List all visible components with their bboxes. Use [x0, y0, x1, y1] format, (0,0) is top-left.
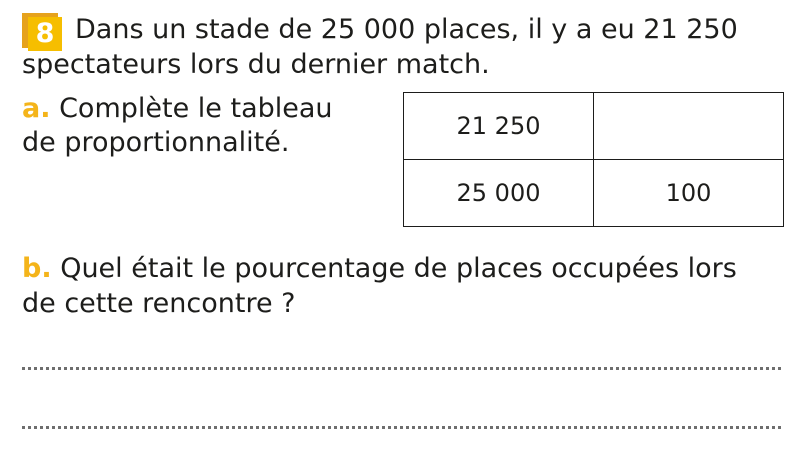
part-b-letter: b.	[22, 253, 52, 284]
table-cell-spectators: 21 250	[404, 93, 594, 160]
exercise-number-badge	[22, 13, 66, 51]
answer-line-2[interactable]	[22, 426, 781, 429]
table-row	[404, 93, 784, 160]
table-cell-hundred: 100	[594, 160, 784, 227]
exercise-intro-line-1: Dans un stade de 25 000 places, il y a eu 21 250	[75, 14, 738, 45]
exercise-intro-line-2: spectateurs lors du dernier match.	[22, 49, 490, 80]
part-b-line-2: de cette rencontre ?	[22, 288, 296, 319]
table-row	[404, 160, 784, 227]
proportionality-table	[403, 92, 784, 227]
part-b-text-1: Quel était le pourcentage de places occupées lors	[60, 253, 737, 284]
part-b-line-1	[22, 252, 737, 286]
table-cell-capacity: 25 000	[404, 160, 594, 227]
part-a-text-1: Complète le tableau	[59, 93, 333, 124]
answer-line-1[interactable]	[22, 367, 781, 370]
exercise-number: 8	[28, 17, 62, 51]
part-a-line-2: de proportionnalité.	[22, 127, 290, 158]
part-a-letter: a.	[22, 93, 51, 124]
table-cell-answer[interactable]	[594, 93, 784, 160]
part-a-line-1	[22, 92, 333, 126]
